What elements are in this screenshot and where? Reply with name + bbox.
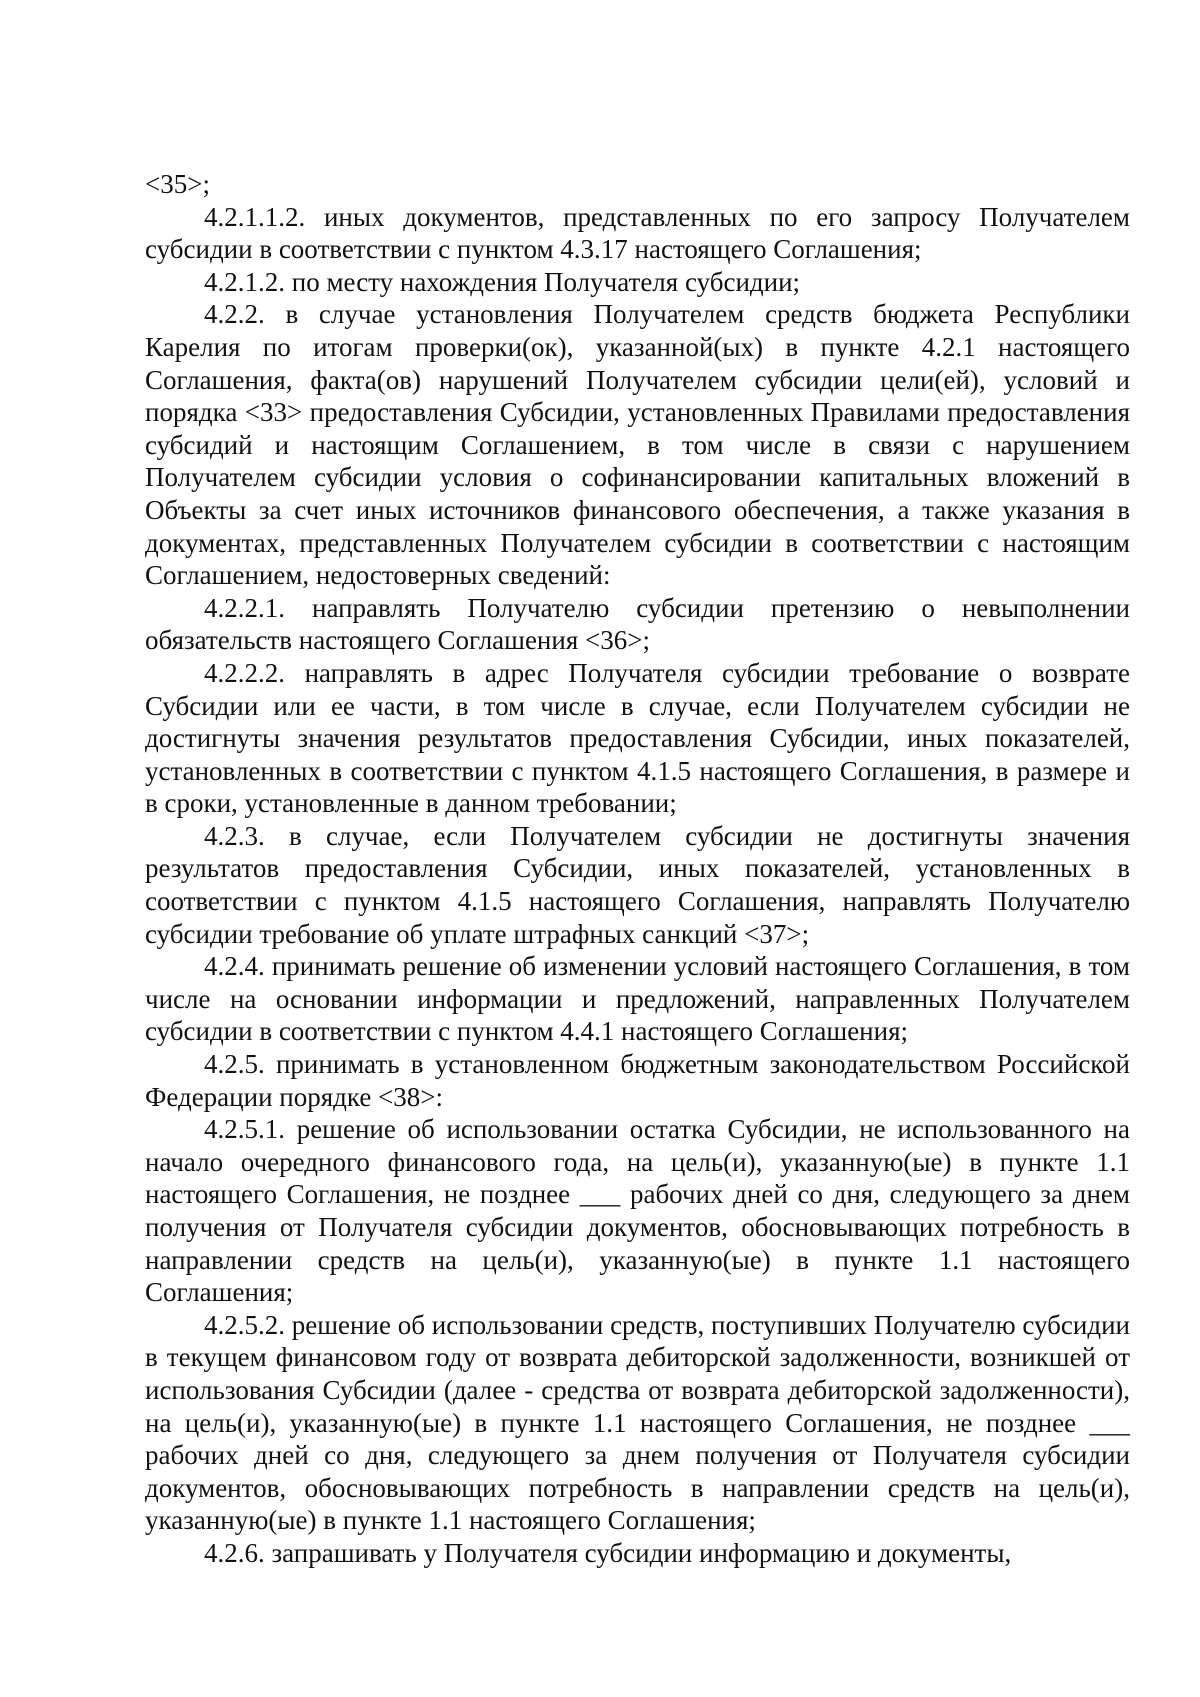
paragraph-4-2-4: 4.2.4. принимать решение об изменении условий настоящего Соглашения, в том числе на основании информации и предложений, направленных Получателем субсидии в соответствии с пунктом 4.4.1 настоящего Соглашения; <box>145 951 1130 1047</box>
paragraph-4-2-5: 4.2.5. принимать в установленном бюджетным законодательством Российской Федерации порядке <38>: <box>145 1049 1130 1112</box>
paragraph-4-2-5-1: 4.2.5.1. решение об использовании остатка Субсидии, не использованного на начало очередного финансового года, на цель(и), указанную(ые) в пункте 1.1 настоящего Соглашения, не позднее ___ рабочих дней со дня, следующего за днем получения от Получателя субсидии документов, обосновывающих потребность в направлении средств на цель(и), указанную(ые) в пункте 1.1 настоящего Соглашения; <box>145 1114 1130 1308</box>
paragraph-continuation: <35>; <box>145 169 210 199</box>
document-page <box>145 168 1130 1570</box>
paragraph-4-2-2: 4.2.2. в случае установления Получателем средств бюджета Республики Карелия по итогам проверки(ок), указанной(ых) в пункте 4.2.1 настоящего Соглашения, факта(ов) нарушений Получателем субсидии цели(ей), условий и порядка <33> предоставления Субсидии, установленных Правилами предоставления субсидий и настоящим Соглашением, в том числе в связи с нарушением Получателем субсидии условия о софинансировании капитальных вложений в Объекты за счет иных источников финансового обеспечения, а также указания в документах, представленных Получателем субсидии в соответствии с настоящим Соглашением, недостоверных сведений: <box>145 299 1130 591</box>
paragraph-4-2-6: 4.2.6. запрашивать у Получателя субсидии информацию и документы, <box>204 1537 1012 1568</box>
paragraph-4-2-1-2: 4.2.1.2. по месту нахождения Получателя субсидии; <box>204 266 801 297</box>
paragraph-4-2-5-2: 4.2.5.2. решение об использовании средств, поступивших Получателю субсидии в текущем финансовом году от возврата дебиторской задолженности, возникшей от использования Субсидии (далее - средства от возврата дебиторской задолженности), на цель(и), указанную(ые) в пункте 1.1 настоящего Соглашения, не позднее ___ рабочих дней со дня, следующего за днем получения от Получателя субсидии документов, обосновывающих потребность в направлении средств на цель(и), указанную(ые) в пункте 1.1 настоящего Соглашения; <box>145 1309 1130 1536</box>
paragraph-4-2-2-2: 4.2.2.2. направлять в адрес Получателя субсидии требование о возврате Субсидии или ее части, в том числе в случае, если Получателем субсидии не достигнуты значения результатов предоставления Субсидии, иных показателей, установленных в соответствии с пунктом 4.1.5 настоящего Соглашения, в размере и в сроки, установленные в данном требовании; <box>145 657 1130 819</box>
paragraph-4-2-3: 4.2.3. в случае, если Получателем субсидии не достигнуты значения результатов предоставления Субсидии, иных показателей, установленных в соответствии с пунктом 4.1.5 настоящего Соглашения, направлять Получателю субсидии требование об уплате штрафных санкций <37>; <box>145 820 1130 949</box>
paragraph-4-2-1-1-2: 4.2.1.1.2. иных документов, представленных по его запросу Получателем субсидии в соответствии с пунктом 4.3.17 настоящего Соглашения; <box>145 201 1130 265</box>
paragraph-4-2-2-1: 4.2.2.1. направлять Получателю субсидии претензию о невыполнении обязательств настоящего Соглашения <36>; <box>145 592 1130 656</box>
